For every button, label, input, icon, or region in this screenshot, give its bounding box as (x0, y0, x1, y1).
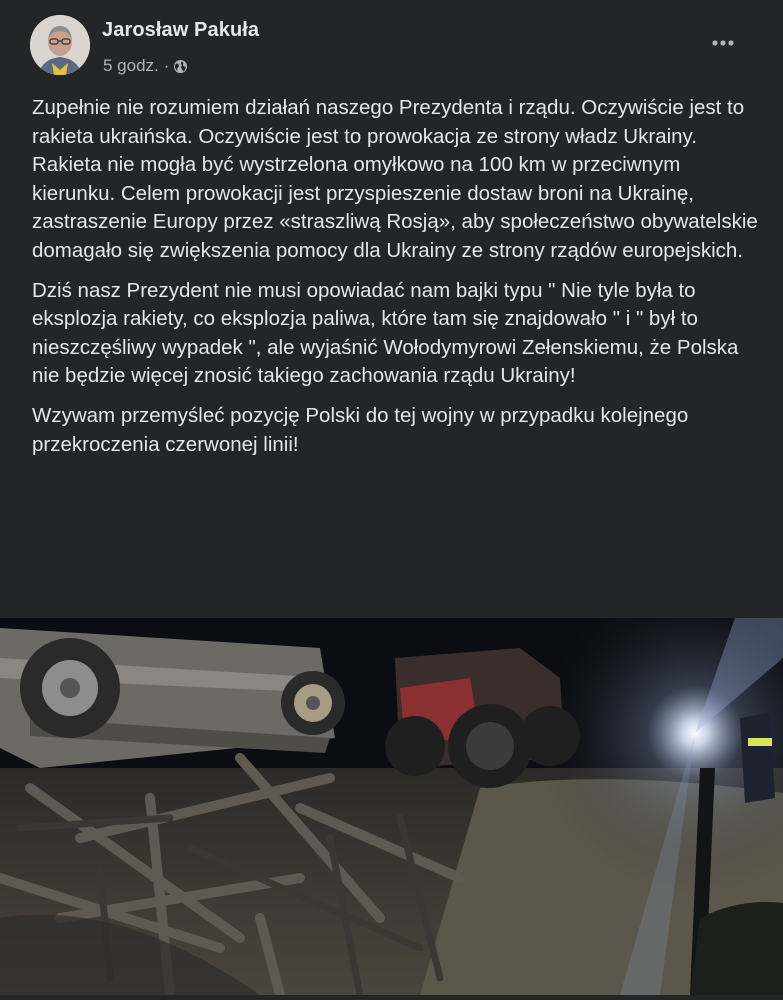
post-paragraph: Zupełnie nie rozumiem działań naszego Prezydenta i rządu. Oczywiście jest to rakieta ukraińska. Oczywiście jest to prowokacja ze strony władz Ukrainy. Rakieta nie mogła być wystrzelona omyłkowo na 100 km w przeciwnym kierunku. Celem prowokacji jest przyspieszenie dostaw broni na Ukrainę, zastraszenie Europy przez «straszliwą Rosją», aby społeczeństwo obywatelskie domagało się zwiększenia pomocy dla Ukrainy ze strony rządów europejskich. (32, 96, 758, 262)
post-meta (103, 55, 188, 77)
post-paragraph: Wzywam przemyśleć pozycję Polski do tej wojny w przypadku kolejnego przekroczenia czerwonej linii! (32, 403, 689, 456)
meta-separator: · (163, 56, 170, 75)
post-paragraph: Dziś nasz Prezydent nie musi opowiadać nam bajki typu " Nie tyle była to eksplozja rakiety, co eksplozja paliwa, które tam się znajdowało " i " był to nieszczęśliwy wypadek ", ale wyjaśnić Wołodymyrowi Zełenskiemu, że Polska nie będzie więcej znosić takiego zachowania rządu Ukrainy! (32, 278, 739, 388)
wreckage-photo (0, 618, 783, 995)
globe-icon[interactable] (173, 59, 188, 74)
author-name[interactable]: Jarosław Pakuła (102, 19, 260, 41)
avatar-image (30, 15, 90, 75)
post-photo[interactable] (0, 618, 783, 995)
post-text (32, 94, 767, 459)
post-timestamp[interactable]: 5 godz. (103, 56, 159, 75)
author-avatar[interactable] (30, 15, 90, 75)
more-options-button[interactable] (703, 30, 741, 56)
post-header (0, 0, 783, 92)
more-options-icon (703, 30, 741, 56)
